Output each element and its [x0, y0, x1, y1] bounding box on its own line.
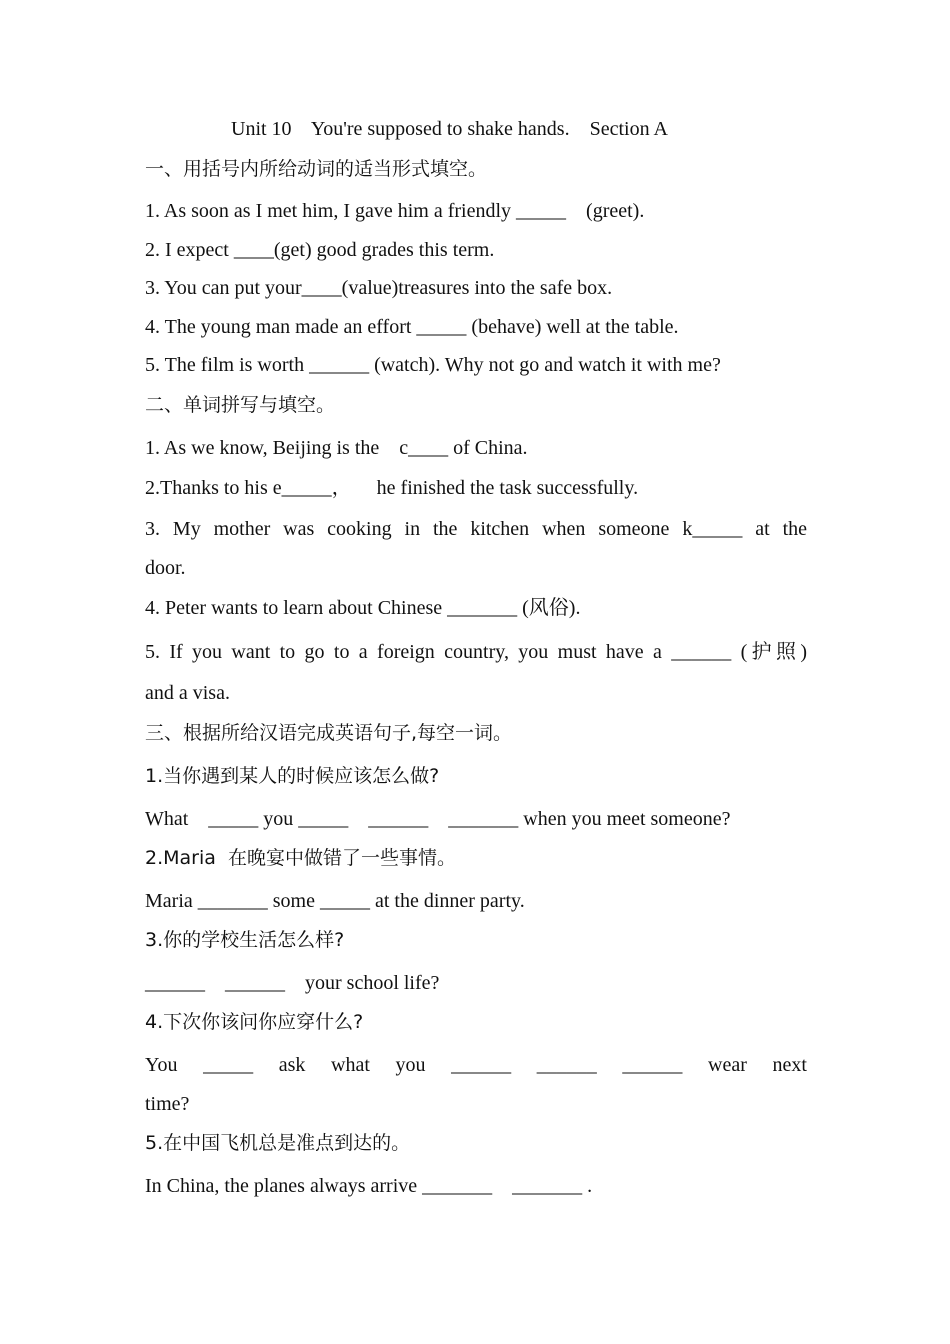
page-title: Unit 10 You're supposed to shake hands. Section A [231, 118, 668, 140]
section-2-item-3: 3. My mother was cooking in the kitchen when someone k_____ at the [145, 518, 807, 540]
section-3-answer-4-continued: time? [145, 1093, 190, 1115]
section-2-item-5-continued: and a visa. [145, 682, 230, 704]
section-3-answer-5: In China, the planes always arrive _______ _______ . [145, 1175, 593, 1197]
section-3-prompt-4: 4.下次你该问你应穿什么? [145, 1011, 364, 1033]
section-1-item-5: 5. The film is worth ______ (watch). Why not go and watch it with me? [145, 354, 721, 376]
section-3-answer-3: ______ ______ your school life? [145, 972, 440, 994]
section-1-item-2: 2. I expect ____(get) good grades this term. [145, 239, 495, 261]
section-3-prompt-5: 5.在中国飞机总是准点到达的。 [145, 1132, 411, 1154]
section-2-item-5: 5. If you want to go to a foreign country, you must have a ______ (护照) [145, 641, 807, 663]
section-2-item-3-continued: door. [145, 557, 186, 579]
section-3-prompt-2: 2.Maria 在晚宴中做错了一些事情。 [145, 847, 456, 869]
section-1-item-1: 1. As soon as I met him, I gave him a friendly _____ (greet). [145, 200, 645, 222]
section-2-heading: 二、单词拼写与填空。 [145, 394, 336, 416]
section-3-prompt-3: 3.你的学校生活怎么样? [145, 929, 345, 951]
section-2-item-2: 2.Thanks to his e_____， he finished the task successfully. [145, 477, 639, 499]
section-3-prompt-1: 1.当你遇到某人的时候应该怎么做? [145, 765, 440, 787]
section-3-answer-2: Maria _______ some _____ at the dinner party. [145, 890, 525, 912]
section-2-item-4: 4. Peter wants to learn about Chinese _______ (风俗). [145, 597, 581, 619]
section-1-item-4: 4. The young man made an effort _____ (behave) well at the table. [145, 316, 679, 338]
section-3-heading: 三、根据所给汉语完成英语句子,每空一词。 [145, 722, 513, 744]
section-3-answer-4: You _____ ask what you ______ ______ ______ wear next [145, 1054, 807, 1076]
section-1-heading: 一、用括号内所给动词的适当形式填空。 [145, 158, 488, 180]
section-2-item-1: 1. As we know, Beijing is the c____ of China. [145, 437, 528, 459]
section-3-answer-1: What _____ you _____ ______ _______ when you meet someone? [145, 808, 731, 830]
section-1-item-3: 3. You can put your____(value)treasures into the safe box. [145, 277, 613, 299]
